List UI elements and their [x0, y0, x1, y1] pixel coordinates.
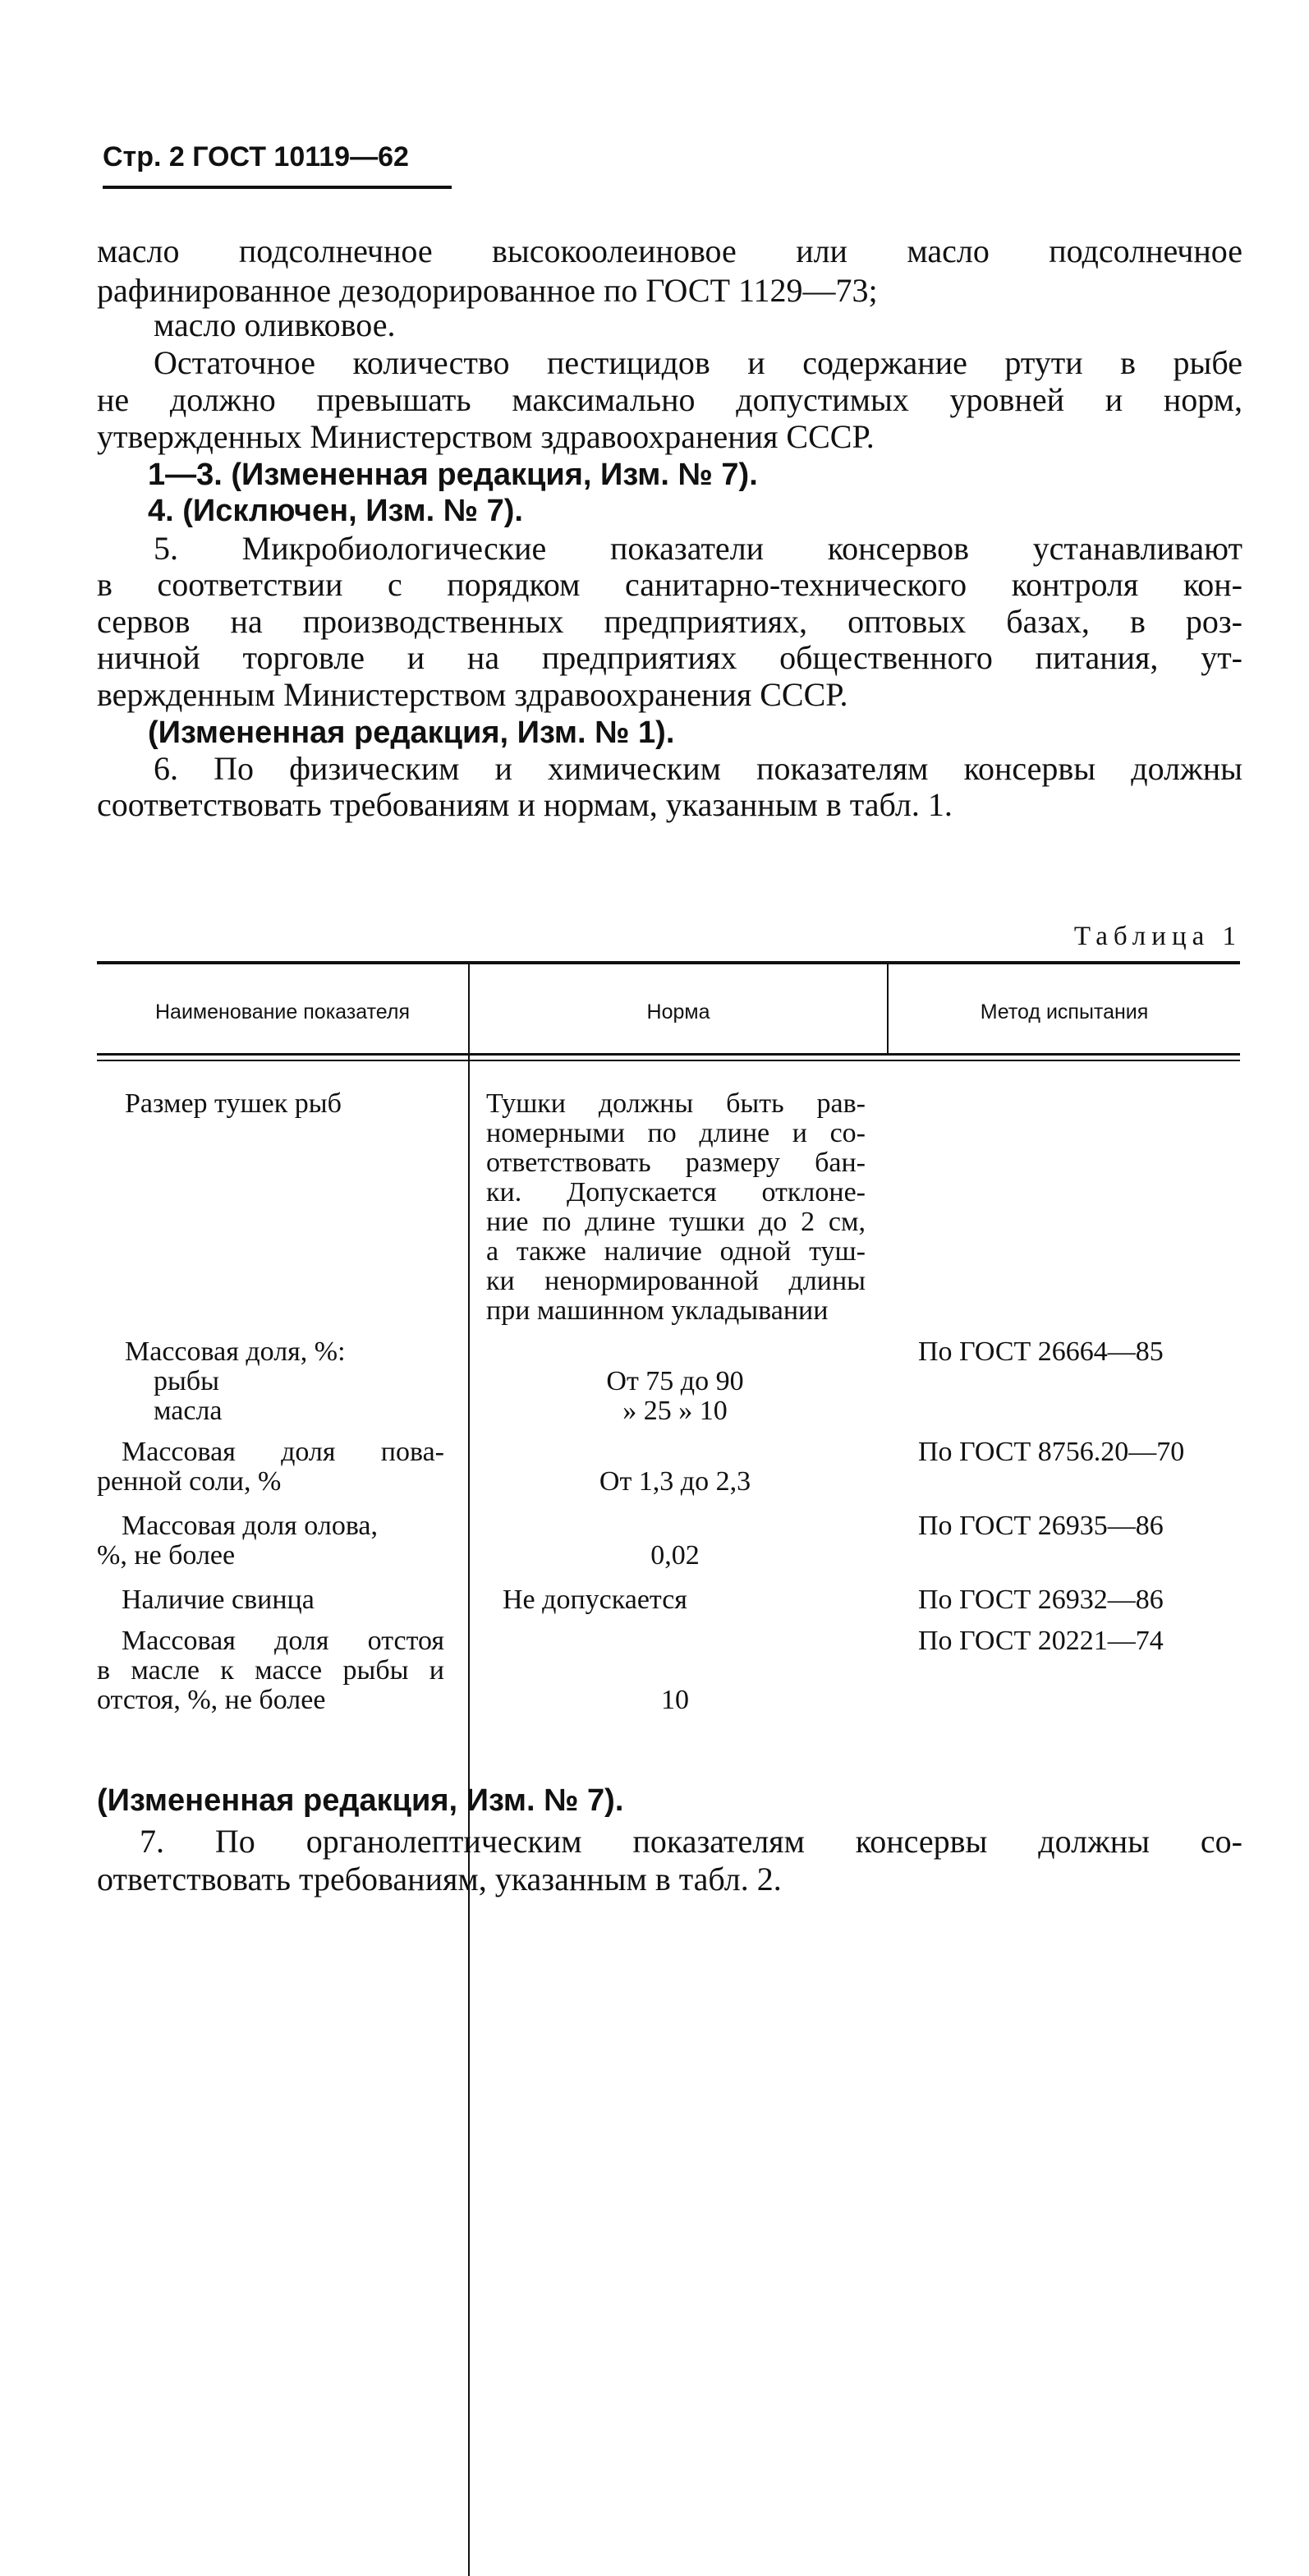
table-cell-norm: ки. Допускается отклоне-: [486, 1177, 866, 1208]
table-cell-method: По ГОСТ 26664—85: [918, 1336, 1164, 1367]
amendment-note: (Измененная редакция, Изм. № 1).: [148, 715, 675, 750]
table-cell-name: Размер тушек рыб: [125, 1088, 342, 1119]
table-cell-norm: 10: [661, 1685, 689, 1715]
table-cell-method: По ГОСТ 26932—86: [918, 1585, 1164, 1615]
table-top-rule: [97, 961, 1240, 964]
table-caption: Таблица 1: [1073, 922, 1242, 951]
text-line: соответствовать требованиям и нормам, указанным в табл. 1.: [97, 786, 953, 823]
table-cell-name: ренной соли, %: [97, 1466, 282, 1497]
text-line: 6. По физическим и химическим показателям консервы должны: [154, 750, 1242, 787]
table-cell-norm: номерными по длине и со-: [486, 1118, 866, 1148]
table-cell-norm: а также наличие одной туш-: [486, 1236, 866, 1267]
text-line: Остаточное количество пестицидов и содержание ртути в рыбе: [154, 344, 1242, 381]
amendment-note: (Измененная редакция, Изм. № 7).: [97, 1783, 624, 1818]
table-cell-norm: ки ненормированной длины: [486, 1266, 866, 1296]
text-line: ответствовать требованиям, указанным в табл. 2.: [97, 1861, 782, 1898]
table-cell-method: По ГОСТ 26935—86: [918, 1511, 1164, 1541]
amendment-note: 1—3. (Измененная редакция, Изм. № 7).: [148, 458, 758, 492]
table-header-norm: Норма: [646, 1000, 710, 1024]
text-line: вержденным Министерством здравоохранения СССР.: [97, 676, 848, 713]
amendment-note: 4. (Исключен, Изм. № 7).: [148, 494, 523, 528]
table-cell-method: По ГОСТ 8756.20—70: [918, 1437, 1185, 1467]
table-cell-name: Наличие свинца: [122, 1585, 315, 1615]
table-cell-name: масла: [154, 1396, 223, 1426]
table-cell-name: Массовая доля отстоя: [122, 1626, 444, 1656]
table-cell-name: Массовая доля олова,: [122, 1511, 379, 1541]
table-cell-method: По ГОСТ 20221—74: [918, 1626, 1164, 1656]
text-line: рафинированное дезодорированное по ГОСТ 1129—73;: [97, 272, 878, 309]
table-cell-name: Массовая доля пова-: [122, 1437, 444, 1467]
table-cell-norm: ответствовать размеру бан-: [486, 1148, 866, 1178]
table-cell-norm: при машинном укладывании: [486, 1295, 829, 1326]
table-header-method: Метод испытания: [980, 1000, 1149, 1024]
table-cell-name: Массовая доля, %:: [125, 1336, 346, 1367]
table-header-name: Наименование показателя: [155, 1000, 410, 1024]
text-line: ничной торговле и на предприятиях общественного питания, ут-: [97, 639, 1242, 676]
table-cell-norm: От 1,3 до 2,3: [599, 1466, 751, 1497]
table-cell-norm: 0,02: [650, 1540, 700, 1571]
table-cell-name: отстоя, %, не более: [97, 1685, 326, 1715]
text-line: 7. По органолептическим показателям консервы должны со-: [140, 1823, 1242, 1860]
text-line: в соответствии с порядком санитарно-технического контроля кон-: [97, 566, 1242, 603]
text-line: 5. Микробиологические показатели консервов устанавливают: [154, 530, 1242, 567]
table-cell-norm: ние по длине тушки до 2 см,: [486, 1207, 866, 1237]
text-line: не должно превышать максимально допустимых уровней и норм,: [97, 381, 1242, 418]
header-rule: [103, 186, 452, 189]
text-line: масло оливковое.: [154, 306, 396, 343]
table-column-divider: [468, 964, 470, 2576]
table-cell-norm: » 25 » 10: [622, 1396, 728, 1426]
table-cell-name: в масле к массе рыбы и: [97, 1655, 444, 1686]
text-line: сервов на производственных предприятиях, оптовых базах, в роз-: [97, 603, 1242, 640]
table-cell-norm: От 75 до 90: [606, 1366, 744, 1396]
table-cell-norm: Тушки должны быть рав-: [486, 1088, 866, 1119]
table-header-rule-2: [97, 1060, 1240, 1061]
table-header-rule: [97, 1053, 1240, 1056]
text-line: масло подсолнечное высокоолеиновое или масло подсолнечное: [97, 232, 1242, 269]
table-cell-name: рыбы: [154, 1366, 219, 1396]
table-cell-name: %, не более: [97, 1540, 236, 1571]
text-line: утвержденных Министерством здравоохранения СССР.: [97, 418, 875, 455]
table-cell-norm: Не допускается: [503, 1585, 687, 1615]
page-header: Стр. 2 ГОСТ 10119—62: [103, 141, 409, 172]
